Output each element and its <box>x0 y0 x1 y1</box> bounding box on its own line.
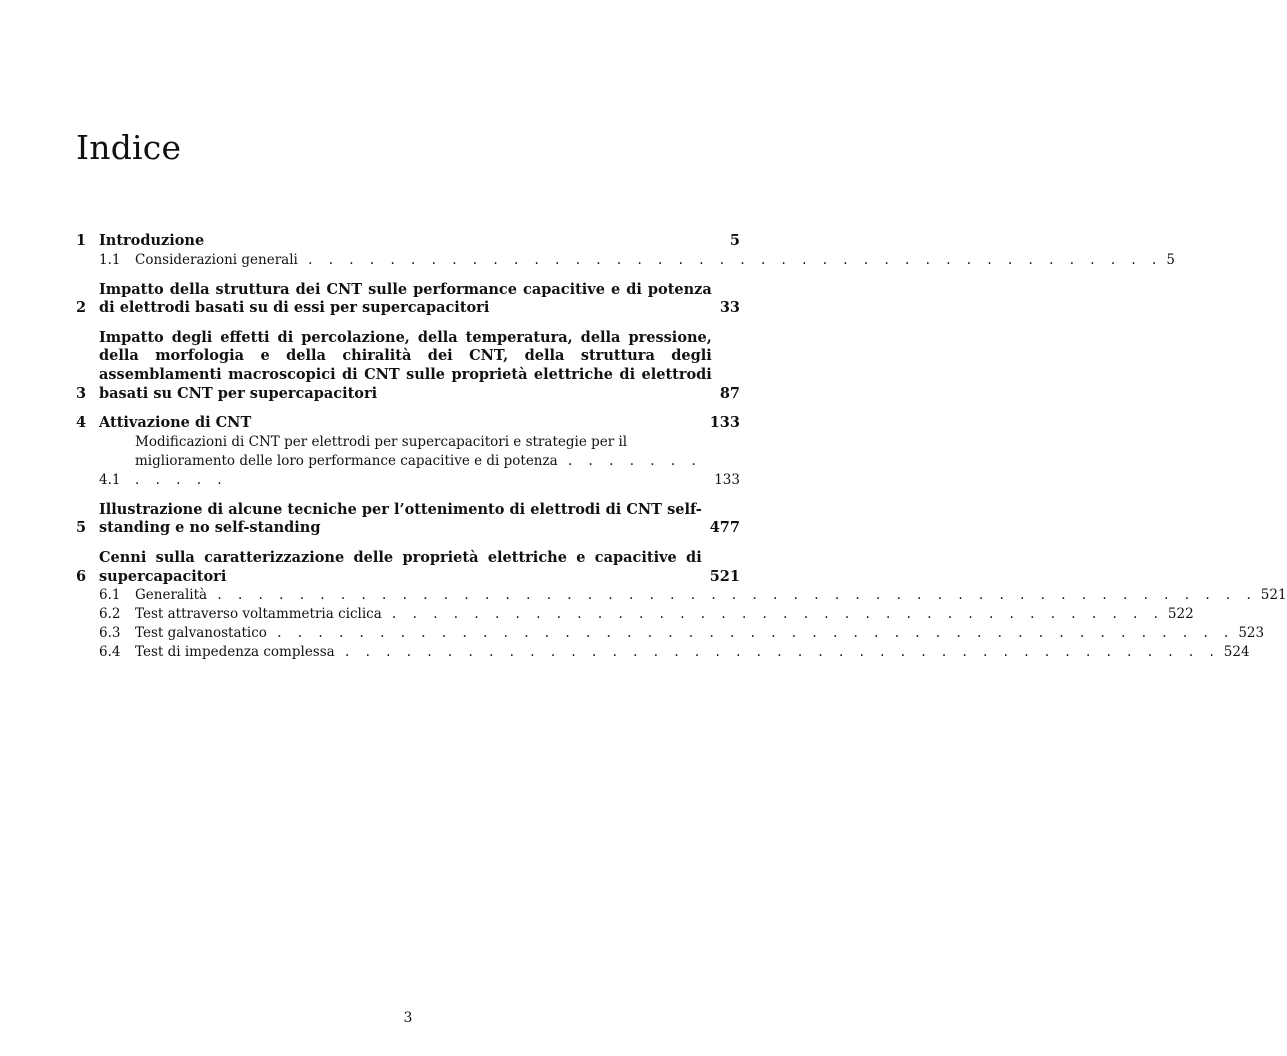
section-page: 524 <box>1223 644 1250 661</box>
chapter-entry[interactable] <box>76 501 740 538</box>
toc-chapter-2 <box>76 281 740 318</box>
section-page: 522 <box>1167 606 1194 623</box>
section-number: 6.2 <box>99 606 121 623</box>
chapter-title: Impatto della struttura dei CNT sulle performance capacitive e di potenza di elettrodi basati su di essi per supercapacitori <box>99 280 712 317</box>
toc-chapter-4 <box>76 414 740 490</box>
section-title: Test di impedenza complessa <box>135 644 335 661</box>
chapter-number: 6 <box>76 567 87 585</box>
section-entry[interactable] <box>99 433 740 490</box>
section-entry[interactable] <box>99 251 1175 270</box>
section-entry[interactable] <box>99 643 1250 662</box>
chapter-page: 521 <box>709 567 740 585</box>
chapter-page: 5 <box>729 232 740 249</box>
section-number: 6.1 <box>99 587 121 604</box>
chapter-page: 477 <box>709 519 740 537</box>
section-title: Modificazioni di CNT per elettrodi per supercapacitori e strategie per il miglioramento delle loro performance capacitive e di potenza <box>135 433 628 469</box>
section-number: 4.1 <box>99 471 121 488</box>
leader-dots: . . . . . . . . . . . . . . . . . . . . . . . . . . . . . . . . . . . . . . . . . . . . . . . <box>266 625 1235 642</box>
chapter-entry[interactable] <box>76 414 740 433</box>
leader-dots: . . . . . . . . . . . . . . . . . . . . . . . . . . . . . . . . . . . . . . <box>381 606 1164 623</box>
leader-dots: . . . . . . . . . . . . . . . . . . . . . . . . . . . . . . . . . . . . . . . . . . . . . . . . . . . <box>207 587 1257 604</box>
chapter-title: Illustrazione di alcune tecniche per l’ottenimento di elettrodi di CNT self-standing e no self-standing <box>99 500 702 537</box>
section-page: 133 <box>714 471 740 488</box>
chapter-title: Attivazione di CNT <box>99 414 252 432</box>
leader-dots: . . . . . . . . . . . . . . . . . . . . . . . . . . . . . . . . . . . . . . . . . . <box>297 251 1163 268</box>
chapter-entry[interactable] <box>76 329 740 403</box>
section-title: Generalità <box>135 587 208 604</box>
chapter-entry[interactable] <box>76 281 740 318</box>
chapter-page: 87 <box>719 384 740 402</box>
section-number: 1.1 <box>99 251 121 268</box>
chapter-number: 5 <box>76 519 87 537</box>
chapter-title: Impatto degli effetti di percolazione, della temperatura, della pressione, della morfologia e della chiralità dei CNT, della struttura degli assemblamenti macroscopici di CNT sulle proprietà elettriche di elettrodi basati su CNT per supercapacitori <box>99 328 712 402</box>
chapter-title: Introduzione <box>99 232 205 249</box>
section-page: 5 <box>1166 251 1175 268</box>
leader-dots: . . . . . . . . . . . . <box>135 452 702 488</box>
page-title: Indice <box>76 128 182 167</box>
chapter-page: 133 <box>709 414 740 432</box>
chapter-entry[interactable] <box>76 232 740 251</box>
section-title: Considerazioni generali <box>135 251 298 268</box>
section-entry[interactable] <box>99 586 1287 605</box>
toc-chapter-1 <box>76 232 1175 270</box>
chapter-number: 1 <box>76 232 87 249</box>
section-entry[interactable] <box>99 605 1194 624</box>
toc-chapter-5 <box>76 501 740 538</box>
toc-chapter-6 <box>76 548 1287 662</box>
table-of-contents <box>76 232 1287 673</box>
chapter-entry[interactable] <box>76 549 740 586</box>
leader-dots: . . . . . . . . . . . . . . . . . . . . . . . . . . . . . . . . . . . . . . . . . . . <box>334 644 1220 661</box>
section-number: 6.3 <box>99 625 121 642</box>
section-number: 6.4 <box>99 644 121 661</box>
section-title: Test attraverso voltammetria ciclica <box>135 606 382 623</box>
section-title: Test galvanostatico <box>135 625 267 642</box>
chapter-title: Cenni sulla caratterizzazione delle proprietà elettriche e capacitive di supercapacitori <box>99 548 702 585</box>
chapter-page: 33 <box>719 299 740 317</box>
toc-chapter-3 <box>76 329 740 403</box>
page-number: 3 <box>403 1010 413 1026</box>
section-page: 521 <box>1260 587 1287 604</box>
section-page: 523 <box>1238 625 1265 642</box>
chapter-number: 3 <box>76 384 87 402</box>
chapter-number: 4 <box>76 414 87 432</box>
chapter-number: 2 <box>76 299 87 317</box>
section-entry[interactable] <box>99 624 1265 643</box>
